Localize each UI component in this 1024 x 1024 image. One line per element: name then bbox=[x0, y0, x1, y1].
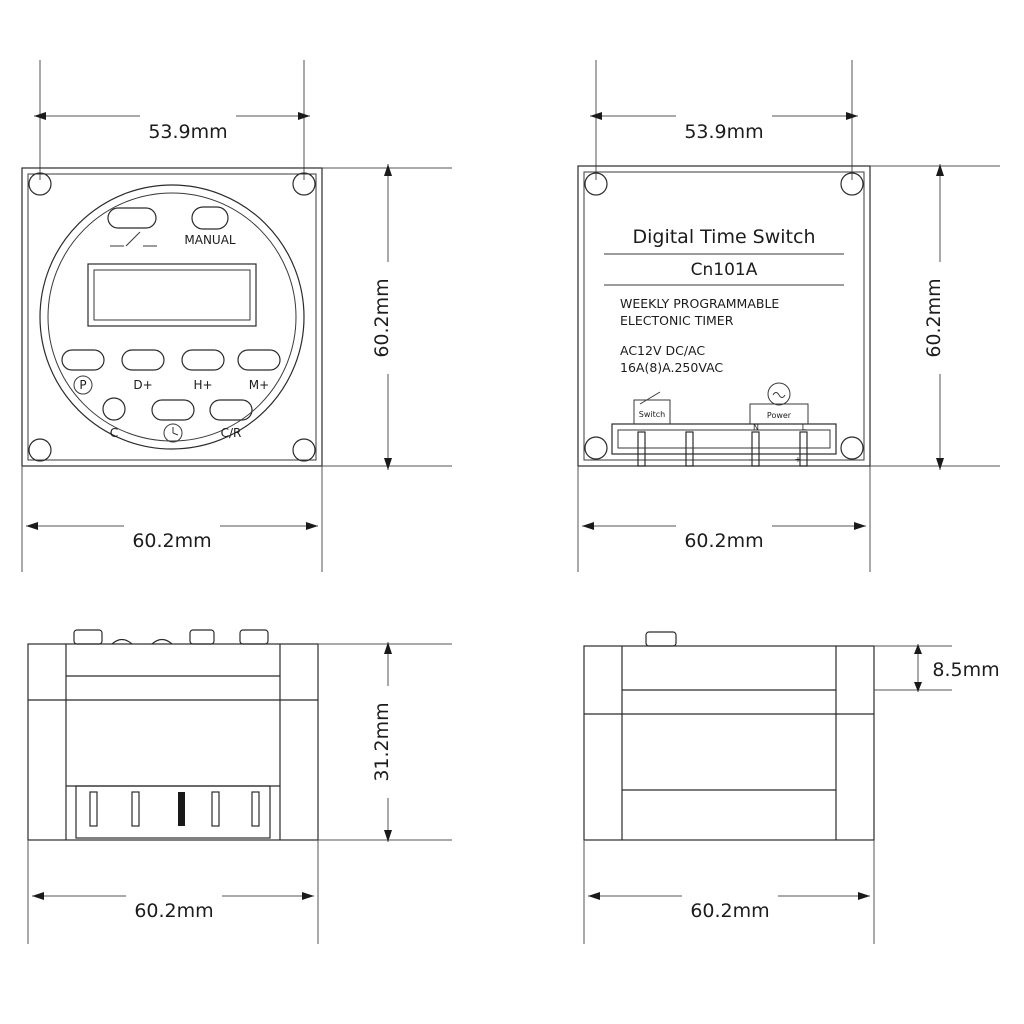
lcd-screen-inner bbox=[94, 270, 250, 320]
day-plus-label: D+ bbox=[133, 378, 153, 392]
pin-label-plus: + bbox=[794, 455, 802, 464]
arrow-head bbox=[32, 892, 44, 900]
pin-label-l: L bbox=[801, 423, 807, 432]
side-button-nub bbox=[112, 640, 132, 645]
terminal-pin bbox=[638, 432, 645, 466]
front-bezel-inner bbox=[48, 193, 296, 441]
spec-line-2: 16A(8)A.250VAC bbox=[620, 360, 724, 375]
day-plus-button bbox=[122, 350, 164, 370]
dim-label-front-height: 60.2mm bbox=[371, 278, 393, 358]
switch-label: Switch bbox=[638, 410, 666, 419]
side2-body-outline bbox=[584, 646, 874, 840]
front-body-outline bbox=[22, 168, 322, 466]
dim-label-back-width: 60.2mm bbox=[684, 530, 764, 552]
dim-label-front-width: 60.2mm bbox=[132, 530, 212, 552]
arrow-head bbox=[588, 892, 600, 900]
terminal-pin bbox=[252, 792, 259, 826]
terminal-pin bbox=[212, 792, 219, 826]
dim-label-back-height: 60.2mm bbox=[923, 278, 945, 358]
power-symbol-circle bbox=[768, 383, 790, 405]
dim-label-side-width: 60.2mm bbox=[134, 900, 214, 922]
product-title: Digital Time Switch bbox=[632, 226, 816, 248]
mounting-hole bbox=[29, 439, 51, 461]
clock-reset-label: C/R bbox=[220, 426, 242, 440]
side-view-right-group bbox=[584, 632, 952, 944]
arrow-head bbox=[936, 458, 944, 470]
side-body-outline bbox=[28, 644, 318, 840]
pin-label-minus: - bbox=[748, 455, 752, 464]
terminal-pin bbox=[90, 792, 97, 826]
dim-label-side-height: 31.2mm bbox=[371, 702, 393, 782]
product-model: Cn101A bbox=[690, 260, 758, 280]
mounting-hole bbox=[293, 439, 315, 461]
lcd-screen-outer bbox=[88, 264, 256, 326]
arrow-head bbox=[302, 892, 314, 900]
terminal-block-inner bbox=[618, 430, 830, 448]
switch-lever bbox=[640, 392, 660, 404]
clock-hand bbox=[173, 433, 178, 435]
clear-button-label: C bbox=[109, 426, 119, 440]
side-button-nub bbox=[152, 640, 172, 645]
desc-line-2: ELECTONIC TIMER bbox=[620, 313, 734, 328]
side-button-nub bbox=[240, 630, 268, 644]
manual-button bbox=[192, 207, 228, 229]
dim-label-top-offset: 8.5mm bbox=[932, 659, 1000, 681]
arrow-head bbox=[306, 522, 318, 530]
terminal-pin bbox=[686, 432, 693, 466]
terminal-pin-highlight bbox=[178, 792, 185, 826]
mounting-hole bbox=[585, 437, 607, 459]
minute-plus-label: M+ bbox=[248, 378, 270, 392]
dim-label-back-hole-span: 53.9mm bbox=[684, 121, 764, 143]
manual-label: MANUAL bbox=[184, 233, 236, 247]
program-button-label: P bbox=[79, 378, 87, 392]
program-button bbox=[62, 350, 104, 370]
terminal-pin bbox=[752, 432, 759, 466]
side-button-nub bbox=[646, 632, 676, 646]
arrow-head bbox=[854, 522, 866, 530]
minute-plus-button bbox=[238, 350, 280, 370]
hour-plus-label: H+ bbox=[193, 378, 213, 392]
clock-button bbox=[152, 400, 194, 420]
arrow-head bbox=[384, 458, 392, 470]
arrow-head bbox=[26, 522, 38, 530]
front-body-inner bbox=[28, 174, 316, 460]
reset-symbol-part bbox=[126, 232, 140, 246]
arrow-head bbox=[858, 892, 870, 900]
side-view-left-group bbox=[28, 630, 452, 944]
power-symbol-wave bbox=[773, 393, 785, 398]
dim-label-front-hole-span: 53.9mm bbox=[148, 121, 228, 143]
dim-label-side2-width: 60.2mm bbox=[690, 900, 770, 922]
side-button-nub bbox=[190, 630, 214, 644]
pin-label-n: N bbox=[753, 423, 759, 432]
side-terminal-block bbox=[76, 786, 270, 838]
side-button-nub bbox=[74, 630, 102, 644]
power-label: Power bbox=[766, 411, 792, 420]
front-bezel-outer bbox=[40, 185, 304, 449]
spec-line-1: AC12V DC/AC bbox=[620, 343, 706, 358]
arrow-head bbox=[582, 522, 594, 530]
terminal-pin bbox=[132, 792, 139, 826]
arrow-head bbox=[384, 164, 392, 176]
reset-button bbox=[108, 208, 156, 228]
mounting-hole bbox=[841, 437, 863, 459]
clear-button bbox=[103, 398, 125, 420]
hour-plus-button bbox=[182, 350, 224, 370]
desc-line-1: WEEKLY PROGRAMMABLE bbox=[620, 296, 780, 311]
